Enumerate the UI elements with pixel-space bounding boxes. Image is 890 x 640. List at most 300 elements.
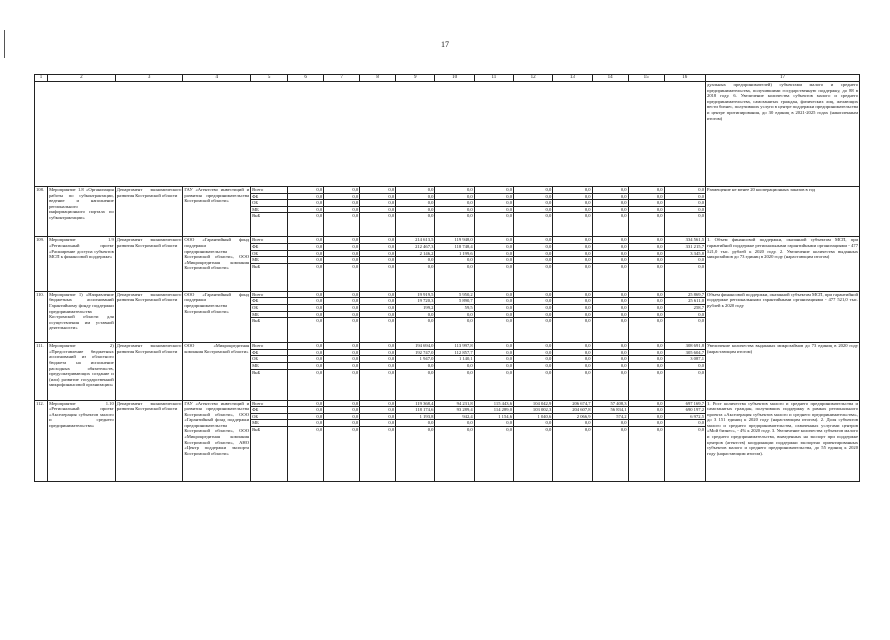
amount-cell: 0,0 (628, 298, 664, 305)
amount-cell: 194 694,0 (396, 343, 435, 350)
amount-cell: 0,0 (553, 257, 592, 264)
amount-cell: 0,0 (360, 193, 396, 200)
amount-cell: 199,2 (396, 304, 435, 311)
amount-cell: 0,0 (360, 400, 396, 407)
funding-source: Всего (251, 291, 288, 298)
amount-cell: 0,0 (592, 420, 628, 427)
continuation-text: дуальных предпринимателей) субъектами малого и среднего предпринимательства, получившими государственную поддержку, до 88 в 2018 году. 6. Увеличение количества субъектов малого и среднего предпринимательства, самозанятых граждан, физических лиц, желающих вести бизнес, получивших услуги в центре поддержки предпринимательства и центре протипирования, до 30 единиц в 2021-2025 годах (накопленным итогом) (706, 82, 860, 187)
amount-cell: 0,0 (628, 263, 664, 291)
amount-cell: 104 042,9 (514, 400, 553, 407)
amount-cell: 0,0 (664, 200, 705, 207)
amount-cell: 0,0 (360, 263, 396, 291)
amount-cell: 0,0 (628, 250, 664, 257)
amount-cell: 0,0 (664, 206, 705, 213)
expected-result: 1. Рост количества субъектов малого и среднего предпринимательства и самозанятых граждан, получивших поддержку в рамках регионального проекта «Акселерация субъектов малого и среднего предпринимательства», до 3 151 единиц к 2020 году (нарастающим итогом). 2. Доля субъектов малого и среднего предпринимательства, охваченных услугами центров «Мой бизнес», - 4% к 2020 году. 3. Увеличение количества субъектов малого и среднего предпринимательства, выведенных на экспорт при поддержке центров (агентств) координации поддержки экспортно ориентированных субъектов малого и среднего предпринимательства, до 55 единиц к 2020 году (нарастающим итогом). (706, 400, 860, 481)
amount-cell: 0,0 (288, 243, 324, 250)
amount-cell: 0,0 (553, 243, 592, 250)
amount-cell: 0,0 (360, 187, 396, 194)
amount-cell: 0,0 (360, 257, 396, 264)
header-cell: 1 (35, 75, 48, 82)
amount-cell: 0,0 (324, 413, 360, 420)
header-cell: 9 (396, 75, 435, 82)
amount-cell: 0,0 (553, 426, 592, 481)
amount-cell: 0,0 (592, 426, 628, 481)
amount-cell: 0,0 (628, 193, 664, 200)
amount-cell: 0,0 (628, 237, 664, 244)
amount-cell: 0,0 (360, 213, 396, 237)
amount-cell: 0,0 (288, 362, 324, 369)
amount-cell: 0,0 (288, 413, 324, 420)
amount-cell: 0,0 (664, 257, 705, 264)
funding-source: ФБ (251, 349, 288, 356)
amount-cell: 0,0 (514, 193, 553, 200)
amount-cell: 115 443,6 (474, 400, 513, 407)
amount-cell: 0,0 (435, 187, 474, 194)
amount-cell: 0,0 (396, 187, 435, 194)
amount-cell: 0,0 (628, 200, 664, 207)
measure-name: Мероприятие 1.9 «Региональный проект «Расширение доступа субъектов МСП к финансовой поддержке» (48, 237, 116, 291)
funding-source: ОБ (251, 200, 288, 207)
amount-cell: 0,0 (664, 362, 705, 369)
amount-cell: 0,0 (514, 362, 553, 369)
amount-cell: 0,0 (396, 362, 435, 369)
amount-cell: 0,0 (396, 200, 435, 207)
amount-cell: 0,0 (324, 237, 360, 244)
amount-cell: 0,0 (324, 304, 360, 311)
header-cell: 11 (474, 75, 513, 82)
amount-cell: 0,0 (628, 257, 664, 264)
amount-cell: 0,0 (324, 187, 360, 194)
amount-cell: 0,0 (324, 263, 360, 291)
table-row (35, 291, 860, 298)
amount-cell: 0,0 (474, 250, 513, 257)
amount-cell: 0,0 (474, 206, 513, 213)
amount-cell: 0,0 (592, 369, 628, 400)
executor-org: ГАУ «Агентство инвестиций и развития предпринимательства Костромской области», ООО «Гарантийный фонд поддержки предпринимательства Костромской области», ООО «Микрокредитная компания Костромской области», АНО «Центр поддержки экспорта Костромской области» (183, 400, 251, 481)
amount-cell: 0,0 (514, 263, 553, 291)
amount-cell: 0,0 (474, 200, 513, 207)
funding-source: ФБ (251, 243, 288, 250)
amount-cell: 0,0 (592, 237, 628, 244)
amount-cell: 212 467,3 (396, 243, 435, 250)
table-row (35, 400, 860, 407)
amount-cell: 0,0 (592, 250, 628, 257)
amount-cell: 0,0 (324, 298, 360, 305)
amount-cell: 0,0 (628, 243, 664, 250)
amount-cell: 0,0 (324, 349, 360, 356)
header-cell: 8 (360, 75, 396, 82)
amount-cell: 19 720,3 (396, 298, 435, 305)
amount-cell: 0,0 (592, 356, 628, 363)
header-cell: 2 (48, 75, 116, 82)
amount-cell: 0,0 (288, 369, 324, 400)
amount-cell: 59,5 (435, 304, 474, 311)
amount-cell: 942,4 (435, 413, 474, 420)
amount-cell: 0,0 (360, 291, 396, 298)
amount-cell: 0,0 (553, 318, 592, 343)
amount-cell: 0,0 (396, 206, 435, 213)
amount-cell: 0,0 (514, 187, 553, 194)
amount-cell: 0,0 (553, 250, 592, 257)
executor-org: ООО «Микрокредитная компания Костромской области» (183, 343, 251, 400)
amount-cell: 0,0 (396, 426, 435, 481)
amount-cell: 1 040,6 (514, 413, 553, 420)
amount-cell: 0,0 (288, 356, 324, 363)
amount-cell: 0,0 (592, 349, 628, 356)
amount-cell: 0,0 (288, 426, 324, 481)
amount-cell: 1 140,1 (435, 356, 474, 363)
executor-org: ООО «Гарантийный фонд поддержки предпринимательства Костромской области», ООО «Микрокредитная компания Костромской области» (183, 237, 251, 291)
amount-cell: 0,0 (435, 257, 474, 264)
amount-cell: 5 890,7 (435, 298, 474, 305)
amount-cell: 0,0 (553, 311, 592, 318)
header-cell: 15 (628, 75, 664, 82)
amount-cell: 0,0 (360, 362, 396, 369)
funding-source: ВнБ (251, 426, 288, 481)
amount-cell: 0,0 (592, 257, 628, 264)
amount-cell: 0,0 (324, 213, 360, 237)
amount-cell: 0,0 (474, 420, 513, 427)
amount-cell: 0,0 (435, 420, 474, 427)
amount-cell: 0,0 (628, 400, 664, 407)
amount-cell: 0,0 (474, 243, 513, 250)
amount-cell: 334 561,5 (664, 237, 705, 244)
amount-cell: 5 950,2 (435, 291, 474, 298)
row-number: 111. (35, 343, 48, 400)
expected-result: Размещение не менее 20 кооперационных заказов в год (706, 187, 860, 237)
header-cell: 3 (115, 75, 183, 82)
funding-source: ОБ (251, 250, 288, 257)
amount-cell: 0,0 (474, 362, 513, 369)
amount-cell: 0,0 (360, 369, 396, 400)
amount-cell: 0,0 (435, 318, 474, 343)
amount-cell: 0,0 (288, 298, 324, 305)
row-number: 109. (35, 237, 48, 291)
amount-cell: 0,0 (435, 311, 474, 318)
amount-cell: 0,0 (474, 257, 513, 264)
amount-cell: 574,2 (592, 413, 628, 420)
amount-cell: 0,0 (288, 187, 324, 194)
amount-cell: 0,0 (288, 200, 324, 207)
amount-cell: 0,0 (664, 369, 705, 400)
amount-cell: 119 948,0 (435, 237, 474, 244)
amount-cell: 0,0 (474, 187, 513, 194)
amount-cell: 0,0 (435, 426, 474, 481)
amount-cell: 0,0 (435, 213, 474, 237)
funding-source: ФБ (251, 193, 288, 200)
amount-cell: 0,0 (592, 298, 628, 305)
amount-cell: 0,0 (553, 187, 592, 194)
amount-cell: 0,0 (474, 213, 513, 237)
amount-cell: 331 215,7 (664, 243, 705, 250)
amount-cell: 0,0 (664, 213, 705, 237)
amount-cell: 0,0 (396, 311, 435, 318)
amount-cell: 0,0 (514, 200, 553, 207)
amount-cell: 308 691,8 (664, 343, 705, 350)
table-row (35, 343, 860, 350)
amount-cell: 0,0 (396, 213, 435, 237)
expected-result: Объем финансовой поддержки, оказанной субъектам МСП, при гарантийной поддержке региональными гарантийными организациями - 477 521,0 тыс. рублей к 2020 году (706, 291, 860, 342)
amount-cell: 0,0 (324, 426, 360, 481)
program-measures-table (34, 74, 860, 482)
amount-cell: 0,0 (628, 311, 664, 318)
amount-cell: 0,0 (360, 349, 396, 356)
amount-cell: 1 193,8 (396, 413, 435, 420)
amount-cell: 0,0 (514, 206, 553, 213)
header-cell: 10 (435, 75, 474, 82)
amount-cell: 0,0 (514, 369, 553, 400)
amount-cell: 0,0 (324, 311, 360, 318)
amount-cell: 0,0 (324, 318, 360, 343)
amount-cell: 0,0 (664, 263, 705, 291)
amount-cell: 0,0 (474, 343, 513, 350)
amount-cell: 0,0 (514, 426, 553, 481)
amount-cell: 0,0 (474, 356, 513, 363)
amount-cell: 0,0 (360, 206, 396, 213)
table-row (35, 187, 860, 194)
funding-source: МБ (251, 206, 288, 213)
responsible-org: Департамент экономического развития Костромской области (115, 187, 183, 237)
amount-cell: 0,0 (628, 407, 664, 414)
responsible-org: Департамент экономического развития Костромской области (115, 400, 183, 481)
amount-cell: 0,0 (553, 206, 592, 213)
amount-cell: 0,0 (553, 362, 592, 369)
amount-cell: 0,0 (553, 193, 592, 200)
amount-cell: 0,0 (474, 304, 513, 311)
amount-cell: 0,0 (360, 311, 396, 318)
amount-cell: 0,0 (435, 263, 474, 291)
amount-cell: 0,0 (324, 343, 360, 350)
amount-cell: 6 972,5 (664, 413, 705, 420)
amount-cell: 0,0 (324, 420, 360, 427)
amount-cell: 0,0 (553, 369, 592, 400)
amount-cell: 0,0 (628, 420, 664, 427)
amount-cell: 0,0 (514, 213, 553, 237)
amount-cell: 0,0 (474, 426, 513, 481)
amount-cell: 0,0 (628, 304, 664, 311)
amount-cell: 0,0 (592, 343, 628, 350)
amount-cell: 0,0 (628, 318, 664, 343)
amount-cell: 0,0 (324, 362, 360, 369)
header-cell: 4 (183, 75, 251, 82)
amount-cell: 0,0 (514, 257, 553, 264)
amount-cell: 0,0 (514, 250, 553, 257)
amount-cell: 0,0 (628, 413, 664, 420)
amount-cell: 0,0 (592, 200, 628, 207)
amount-cell: 0,0 (628, 187, 664, 194)
amount-cell: 3 345,8 (664, 250, 705, 257)
amount-cell: 119 368,4 (396, 400, 435, 407)
funding-source: ВнБ (251, 213, 288, 237)
amount-cell: 0,0 (514, 311, 553, 318)
header-cell: 14 (592, 75, 628, 82)
amount-cell: 0,0 (553, 343, 592, 350)
amount-cell: 0,0 (288, 263, 324, 291)
amount-cell: 0,0 (360, 200, 396, 207)
amount-cell: 0,0 (664, 311, 705, 318)
amount-cell: 0,0 (324, 193, 360, 200)
row-number: 112. (35, 400, 48, 481)
amount-cell: 0,0 (592, 213, 628, 237)
amount-cell: 0,0 (396, 263, 435, 291)
amount-cell: 0,0 (288, 407, 324, 414)
amount-cell: 0,0 (553, 304, 592, 311)
amount-cell: 0,0 (360, 250, 396, 257)
header-cell: 7 (324, 75, 360, 82)
amount-cell: 0,0 (553, 356, 592, 363)
amount-cell: 206 674,7 (553, 400, 592, 407)
responsible-org: Департамент экономического развития Костромской области (115, 291, 183, 342)
amount-cell: 690 197,2 (664, 407, 705, 414)
amount-cell: 0,0 (288, 420, 324, 427)
amount-cell: 2 066,9 (553, 413, 592, 420)
measure-name: Мероприятие 1.8 «Организация работы по субконтрактации, ведение и наполнение регионального информационного портала по субконтрактации» (48, 187, 116, 237)
empty-cell (35, 82, 706, 187)
amount-cell: 0,0 (360, 304, 396, 311)
amount-cell: 0,0 (324, 200, 360, 207)
amount-cell: 0,0 (360, 420, 396, 427)
funding-source: ОБ (251, 413, 288, 420)
amount-cell: 192 747,0 (396, 349, 435, 356)
amount-cell: 0,0 (592, 206, 628, 213)
amount-cell: 0,0 (553, 291, 592, 298)
amount-cell: 0,0 (514, 237, 553, 244)
amount-cell: 0,0 (474, 369, 513, 400)
amount-cell: 0,0 (514, 343, 553, 350)
amount-cell: 0,0 (474, 298, 513, 305)
amount-cell: 0,0 (474, 291, 513, 298)
amount-cell: 214 613,5 (396, 237, 435, 244)
amount-cell: 0,0 (474, 349, 513, 356)
amount-cell: 0,0 (360, 407, 396, 414)
amount-cell: 258,7 (664, 304, 705, 311)
amount-cell: 0,0 (288, 400, 324, 407)
amount-cell: 0,0 (396, 369, 435, 400)
amount-cell: 0,0 (360, 343, 396, 350)
amount-cell: 0,0 (664, 193, 705, 200)
amount-cell: 1 154,6 (474, 413, 513, 420)
amount-cell: 0,0 (396, 193, 435, 200)
header-cell: 13 (553, 75, 592, 82)
expected-result: Увеличение количества выданных микрозаймов до 73 единиц в 2020 году (нарастающим итогом) (706, 343, 860, 400)
amount-cell: 0,0 (324, 250, 360, 257)
amount-cell: 0,0 (664, 318, 705, 343)
amount-cell: 0,0 (435, 200, 474, 207)
amount-cell: 0,0 (664, 420, 705, 427)
amount-cell: 0,0 (514, 318, 553, 343)
amount-cell: 0,0 (592, 291, 628, 298)
amount-cell: 0,0 (288, 237, 324, 244)
amount-cell: 1 199,6 (435, 250, 474, 257)
amount-cell: 118 174,6 (396, 407, 435, 414)
amount-cell: 0,0 (592, 187, 628, 194)
responsible-org: Департамент экономического развития Костромской области (115, 343, 183, 400)
amount-cell: 0,0 (288, 343, 324, 350)
amount-cell: 1 947,0 (396, 356, 435, 363)
amount-cell: 103 002,3 (514, 407, 553, 414)
amount-cell: 0,0 (324, 291, 360, 298)
header-cell: 17 (706, 75, 860, 82)
amount-cell: 112 857,7 (435, 349, 474, 356)
amount-cell: 0,0 (514, 356, 553, 363)
funding-source: Всего (251, 343, 288, 350)
funding-source: ВнБ (251, 369, 288, 400)
amount-cell: 0,0 (592, 318, 628, 343)
header-cell: 16 (664, 75, 705, 82)
table-header-row (35, 75, 860, 82)
amount-cell: 0,0 (592, 311, 628, 318)
amount-cell: 114 289,0 (474, 407, 513, 414)
amount-cell: 0,0 (360, 237, 396, 244)
amount-cell: 0,0 (288, 206, 324, 213)
amount-cell: 0,0 (592, 193, 628, 200)
header-cell: 6 (288, 75, 324, 82)
amount-cell: 0,0 (474, 318, 513, 343)
amount-cell: 0,0 (553, 263, 592, 291)
amount-cell: 204 607,8 (553, 407, 592, 414)
amount-cell: 0,0 (514, 291, 553, 298)
amount-cell: 0,0 (553, 200, 592, 207)
funding-source: ОБ (251, 304, 288, 311)
amount-cell: 0,0 (514, 243, 553, 250)
funding-source: МБ (251, 257, 288, 264)
amount-cell: 25 869,7 (664, 291, 705, 298)
funding-source: МБ (251, 420, 288, 427)
amount-cell: 0,0 (628, 343, 664, 350)
amount-cell: 0,0 (474, 311, 513, 318)
amount-cell: 113 997,8 (435, 343, 474, 350)
amount-cell: 0,0 (628, 369, 664, 400)
amount-cell: 0,0 (474, 193, 513, 200)
amount-cell: 0,0 (435, 369, 474, 400)
funding-source: ВнБ (251, 263, 288, 291)
funding-source: МБ (251, 362, 288, 369)
amount-cell: 93 289,4 (435, 407, 474, 414)
amount-cell: 0,0 (396, 318, 435, 343)
amount-cell: 0,0 (288, 257, 324, 264)
funding-source: Всего (251, 400, 288, 407)
amount-cell: 118 748,4 (435, 243, 474, 250)
amount-cell: 0,0 (324, 407, 360, 414)
amount-cell: 0,0 (360, 298, 396, 305)
continuation-row (35, 82, 860, 187)
amount-cell: 0,0 (474, 237, 513, 244)
amount-cell: 56 834,1 (592, 407, 628, 414)
amount-cell: 0,0 (324, 257, 360, 264)
measure-name: Мероприятие 1.10 «Региональный проект «Акселерация субъектов малого и среднего предпринимательства» (48, 400, 116, 481)
amount-cell: 19 919,5 (396, 291, 435, 298)
amount-cell: 0,0 (592, 362, 628, 369)
funding-source: ВнБ (251, 318, 288, 343)
responsible-org: Департамент экономического развития Костромской области (115, 237, 183, 291)
amount-cell: 0,0 (628, 426, 664, 481)
amount-cell: 0,0 (628, 349, 664, 356)
funding-source: МБ (251, 311, 288, 318)
amount-cell: 0,0 (288, 304, 324, 311)
amount-cell: 0,0 (288, 291, 324, 298)
measure-name: Мероприятие 1) «Направление бюджетных ассигнований Гарантийному фонду поддержки предпринимательства Костромской области для осуществления им уставной деятельности» (48, 291, 116, 342)
amount-cell: 57 408,3 (592, 400, 628, 407)
amount-cell: 0,0 (628, 362, 664, 369)
measure-name: Мероприятие 2) «Предоставление бюджетных ассигнований из областного бюджета на исполнение расходных обязательств, предусматривающих создание и (или) развитие государственной микрофинансовой организации» (48, 343, 116, 400)
amount-cell: 0,0 (592, 243, 628, 250)
header-cell: 12 (514, 75, 553, 82)
amount-cell: 697 169,7 (664, 400, 705, 407)
amount-cell: 0,0 (435, 206, 474, 213)
amount-cell: 0,0 (553, 237, 592, 244)
amount-cell: 0,0 (514, 349, 553, 356)
executor-org: ГАУ «Агентство инвестиций и развития предпринимательства Костромской области» (183, 187, 251, 237)
